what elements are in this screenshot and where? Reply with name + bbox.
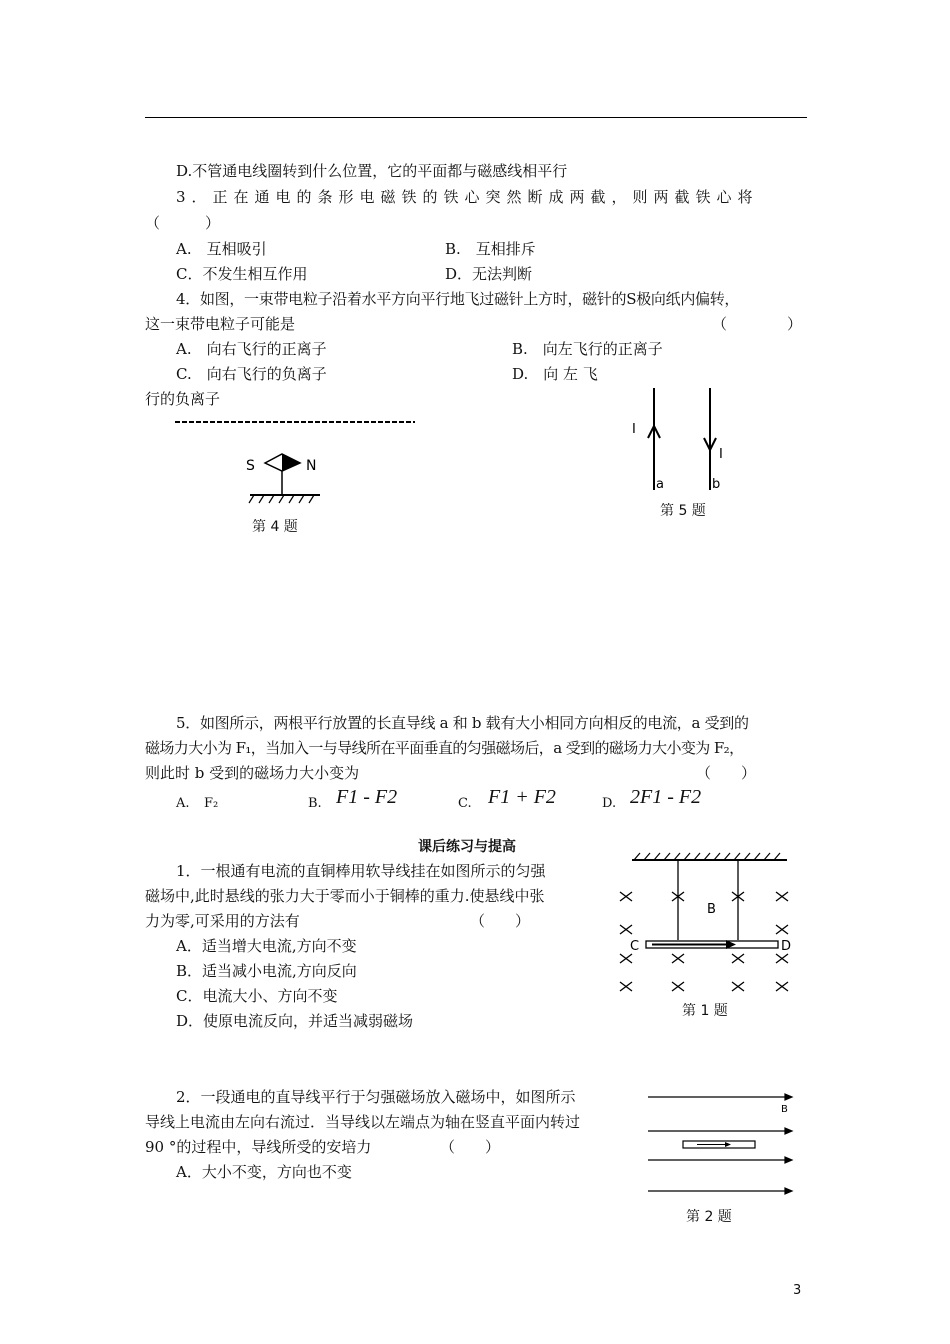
rod-end-d-label: D <box>781 939 792 954</box>
q5-figure-caption: 第 5 题 <box>660 503 706 519</box>
q3-option-d: D．无法判断 <box>445 265 533 283</box>
current-label-b: I <box>719 447 723 462</box>
q5-option-b-label: B. <box>308 796 322 811</box>
current-label-a: I <box>632 422 636 437</box>
q3-option-a: A. 互相吸引 <box>176 240 267 258</box>
q4-figure-caption: 第 4 题 <box>252 519 298 535</box>
q5-figure <box>628 386 738 496</box>
p1-line2: 磁场中,此时悬线的张力大于零而小于铜棒的重力.使悬线中张 <box>145 887 545 905</box>
q4-option-d-cont: 行的负离子 <box>145 390 221 408</box>
q5-line2: 磁场力大小为 F₁，当加入一与导线所在平面垂直的匀强磁场后，a 受到的磁场力大小变为 F₂， <box>145 739 744 757</box>
section-title: 课后练习与提高 <box>418 839 516 855</box>
ground-hatch <box>249 495 314 503</box>
q5-option-d-label: D. <box>602 796 617 811</box>
ceiling-hatch <box>634 853 780 860</box>
field-b-label: B <box>707 902 716 917</box>
p1-option-c: C．电流大小、方向不变 <box>176 987 338 1005</box>
wire-b-label: b <box>712 477 721 492</box>
needle-s-label: S <box>246 458 255 474</box>
q4-option-b: B. 向左飞行的正离子 <box>512 340 663 358</box>
p1-option-a: A．适当增大电流,方向不变 <box>176 937 357 955</box>
p2-option-a: A．大小不变，方向也不变 <box>176 1163 352 1181</box>
field-b-label: B <box>781 1104 788 1115</box>
q4-stem-line2: 这一束带电粒子可能是 <box>145 315 296 333</box>
p2-line1: 2．一段通电的直导线平行于匀强磁场放入磁场中，如图所示 <box>176 1088 576 1106</box>
p1-paren: （ ） <box>470 912 531 930</box>
q2-option-d: D.不管通电线圈转到什么位置，它的平面都与磁感线相平行 <box>176 162 568 180</box>
q5-paren: （ ） <box>696 764 757 782</box>
q5-option-c-formula <box>488 786 556 809</box>
p2-line3: 90 °的过程中，导线所受的安培力 <box>145 1138 372 1156</box>
wire-a-label: a <box>656 477 664 492</box>
header-rule <box>145 117 807 118</box>
p1-option-d: D．使原电流反向，并适当减弱磁场 <box>176 1012 414 1030</box>
q4-option-a: A. 向右飞行的正离子 <box>176 340 327 358</box>
p2-paren: （ ） <box>440 1138 501 1156</box>
q4-paren: （ ） <box>712 315 803 333</box>
q5-option-a-text: F₂ <box>204 796 219 811</box>
q5-option-d-formula <box>630 786 701 809</box>
p2-figure-caption: 第 2 题 <box>686 1209 732 1225</box>
q3-option-c: C．不发生相互作用 <box>176 265 308 283</box>
q4-option-c: C. 向右飞行的负离子 <box>176 365 327 383</box>
p2-figure <box>645 1085 800 1200</box>
q4-figure <box>170 415 430 515</box>
q4-stem-line1: 4．如图，一束带电粒子沿着水平方向平行地飞过磁针上方时，磁针的S极向纸内偏转， <box>176 290 740 308</box>
q5-option-d-formula-text: 2F1 - F2 <box>630 786 702 808</box>
p2-line2: 导线上电流由左向右流过．当导线以左端点为轴在竖直平面内转过 <box>145 1113 581 1131</box>
needle-n-label: N <box>306 458 317 474</box>
q3-paren: （ ） <box>145 214 221 232</box>
p1-figure <box>612 850 802 1000</box>
q5-option-c-label: C. <box>458 796 472 811</box>
q5-option-c-formula-text: F1 + F2 <box>488 786 556 808</box>
q5-line1: 5．如图所示，两根平行放置的长直导线 a 和 b 载有大小相同方向相反的电流，a 受到的 <box>176 714 749 732</box>
q3-stem: 3．正在通电的条形电磁铁的铁心突然断成两截，则两截铁心将 <box>176 188 759 206</box>
q5-option-b-formula-text: F1 - F2 <box>336 786 398 808</box>
page-number: 3 <box>793 1283 802 1298</box>
q4-option-d: D. 向 左 飞 <box>512 365 598 383</box>
q3-option-b: B. 互相排斥 <box>445 240 536 258</box>
q5-line3: 则此时 b 受到的磁场力大小变为 <box>145 764 360 782</box>
q5-option-b-formula <box>336 786 397 809</box>
rod-end-c-label: C <box>630 939 640 954</box>
q5-option-a-label: A. <box>176 796 190 811</box>
p1-figure-caption: 第 1 题 <box>682 1003 728 1019</box>
p1-line1: 1．一根通有电流的直铜棒用软导线挂在如图所示的匀强 <box>176 862 546 880</box>
p1-line3: 力为零,可采用的方法有 <box>145 912 300 930</box>
needle-north-half <box>282 454 300 471</box>
p1-option-b: B．适当减小电流,方向反向 <box>176 962 357 980</box>
